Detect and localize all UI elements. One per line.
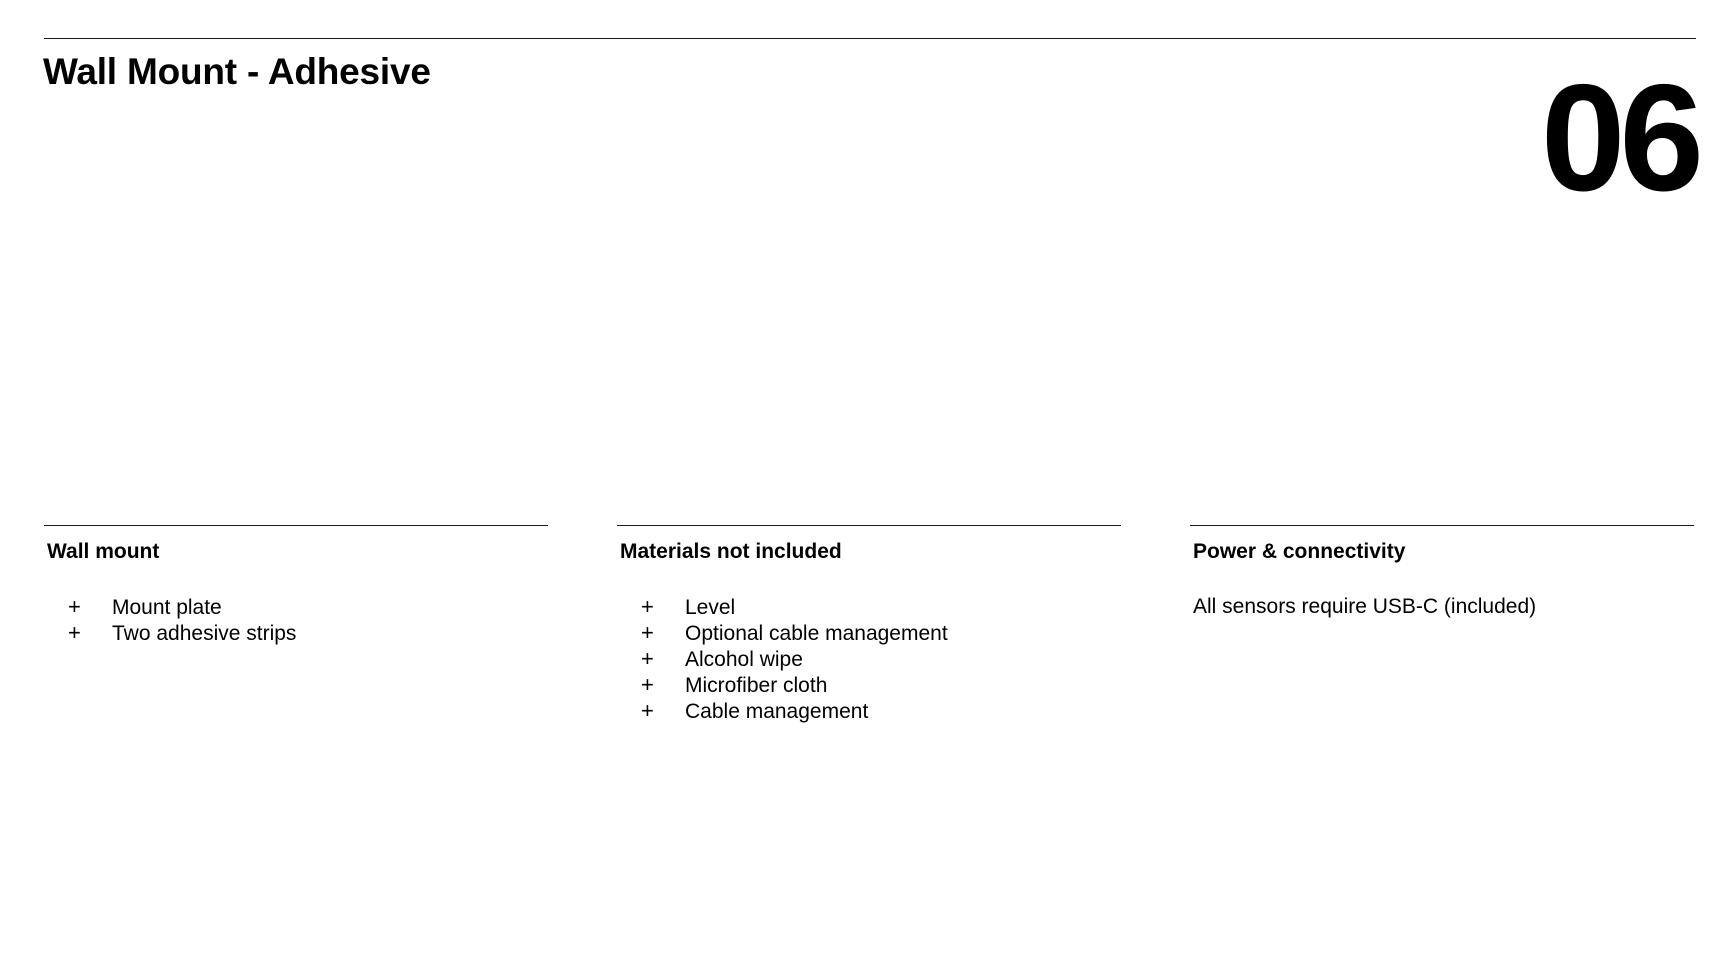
list-item-label: Two adhesive strips xyxy=(112,622,297,645)
list-item-label: Optional cable management xyxy=(685,622,948,645)
plus-icon: + xyxy=(641,620,654,645)
list-item xyxy=(44,594,548,620)
list-item xyxy=(617,698,1121,724)
list-item xyxy=(617,620,1121,646)
list-item xyxy=(44,620,548,646)
plus-icon: + xyxy=(68,620,81,645)
list-item xyxy=(617,672,1121,698)
header-divider xyxy=(44,38,1696,39)
plus-icon: + xyxy=(641,672,654,697)
section-heading: Materials not included xyxy=(620,540,842,563)
list-item-label: Cable management xyxy=(685,700,869,723)
section-text: All sensors require USB-C (included) xyxy=(1193,595,1537,618)
list-item-label: Microfiber cloth xyxy=(685,674,828,697)
plus-icon: + xyxy=(68,594,81,619)
plus-icon: + xyxy=(641,646,654,671)
section-heading: Power & connectivity xyxy=(1193,540,1406,563)
wall-mount-section xyxy=(44,525,548,646)
list-item-label: Mount plate xyxy=(112,596,222,619)
section-divider xyxy=(44,525,548,526)
list-item-label: Alcohol wipe xyxy=(685,648,803,671)
item-list xyxy=(44,594,548,646)
page-title: Wall Mount - Adhesive xyxy=(43,51,431,92)
page-number: 06 xyxy=(1540,53,1698,223)
section-divider xyxy=(617,525,1121,526)
materials-not-included-section xyxy=(617,525,1121,724)
section-divider xyxy=(1190,525,1694,526)
list-item-label: Level xyxy=(685,596,736,619)
plus-icon: + xyxy=(641,698,654,723)
section-heading: Wall mount xyxy=(47,540,160,563)
power-connectivity-section xyxy=(1190,525,1694,620)
list-item xyxy=(617,646,1121,672)
item-list xyxy=(617,594,1121,724)
plus-icon: + xyxy=(641,594,654,619)
list-item xyxy=(617,594,1121,620)
